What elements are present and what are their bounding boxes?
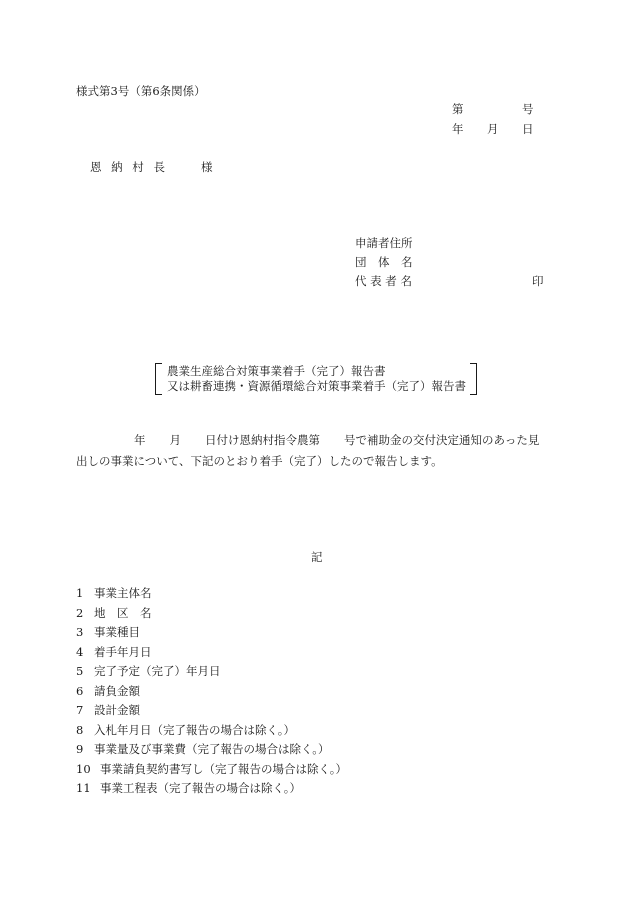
body-paragraph xyxy=(76,435,566,477)
item-label: 事業種目 xyxy=(94,625,140,639)
applicant-address-label: 申請者住所 xyxy=(355,236,413,250)
item-label: 設計金額 xyxy=(94,703,140,717)
item-number: 4 xyxy=(76,644,84,659)
ki-heading: 記 xyxy=(311,550,323,564)
date-year-label: 年 xyxy=(452,122,464,136)
item-label: 完了予定（完了）年月日 xyxy=(94,664,221,678)
date-day-label: 日 xyxy=(522,122,534,136)
form-label: 様式第3号（第6条関係） xyxy=(76,84,206,98)
document-number-prefix: 第 xyxy=(452,102,464,116)
title-line-1: 農業生産総合対策事業着手（完了）報告書 xyxy=(167,364,386,378)
item-label: 事業請負契約書写し（完了報告の場合は除く。） xyxy=(100,761,348,776)
body-line1-end: 号で補助金の交付決定通知のあった見 xyxy=(344,433,540,447)
right-bracket xyxy=(470,363,477,395)
item-label: 請負金額 xyxy=(94,683,140,698)
item-number: 5 xyxy=(76,664,84,678)
body-year: 年 xyxy=(134,433,146,447)
title-line-2: 又は耕畜連携・資源循環総合対策事業着手（完了）報告書 xyxy=(167,379,466,393)
list-item xyxy=(76,783,347,803)
body-month: 月 xyxy=(169,433,181,447)
item-label: 事業工程表（完了報告の場合は除く。） xyxy=(100,781,302,795)
document-title xyxy=(155,363,477,395)
item-number: 2 xyxy=(76,605,84,620)
body-line1-mid: 日付け恩納村指令農第 xyxy=(205,433,320,447)
applicant-group-label: 団 体 名 xyxy=(355,255,413,269)
seal-mark: 印 xyxy=(532,274,544,288)
item-number: 7 xyxy=(76,703,84,717)
item-label: 入札年月日（完了報告の場合は除く。） xyxy=(94,722,296,737)
date-month-label: 月 xyxy=(487,122,499,136)
body-line-1 xyxy=(76,435,566,456)
item-label: 着手年月日 xyxy=(94,644,152,659)
item-number: 8 xyxy=(76,722,84,737)
item-number: 1 xyxy=(76,586,84,600)
left-bracket xyxy=(155,363,162,395)
recipient-honorific: 様 xyxy=(201,160,213,174)
item-label: 事業主体名 xyxy=(94,586,152,600)
item-number: 11 xyxy=(76,781,91,795)
document-number-suffix: 号 xyxy=(522,102,534,116)
item-list xyxy=(76,588,347,803)
body-line-2: 出しの事業について、下記のとおり着手（完了）したので報告します。 xyxy=(76,454,443,468)
item-label: 地 区 名 xyxy=(94,605,152,620)
item-number: 10 xyxy=(76,761,91,776)
applicant-representative-label: 代 表 者 名 xyxy=(355,274,412,288)
item-number: 9 xyxy=(76,742,84,756)
recipient-name: 恩 納 村 長 xyxy=(90,160,168,174)
item-number: 3 xyxy=(76,625,84,639)
item-label: 事業量及び事業費（完了報告の場合は除く。） xyxy=(94,742,330,756)
item-number: 6 xyxy=(76,683,84,698)
